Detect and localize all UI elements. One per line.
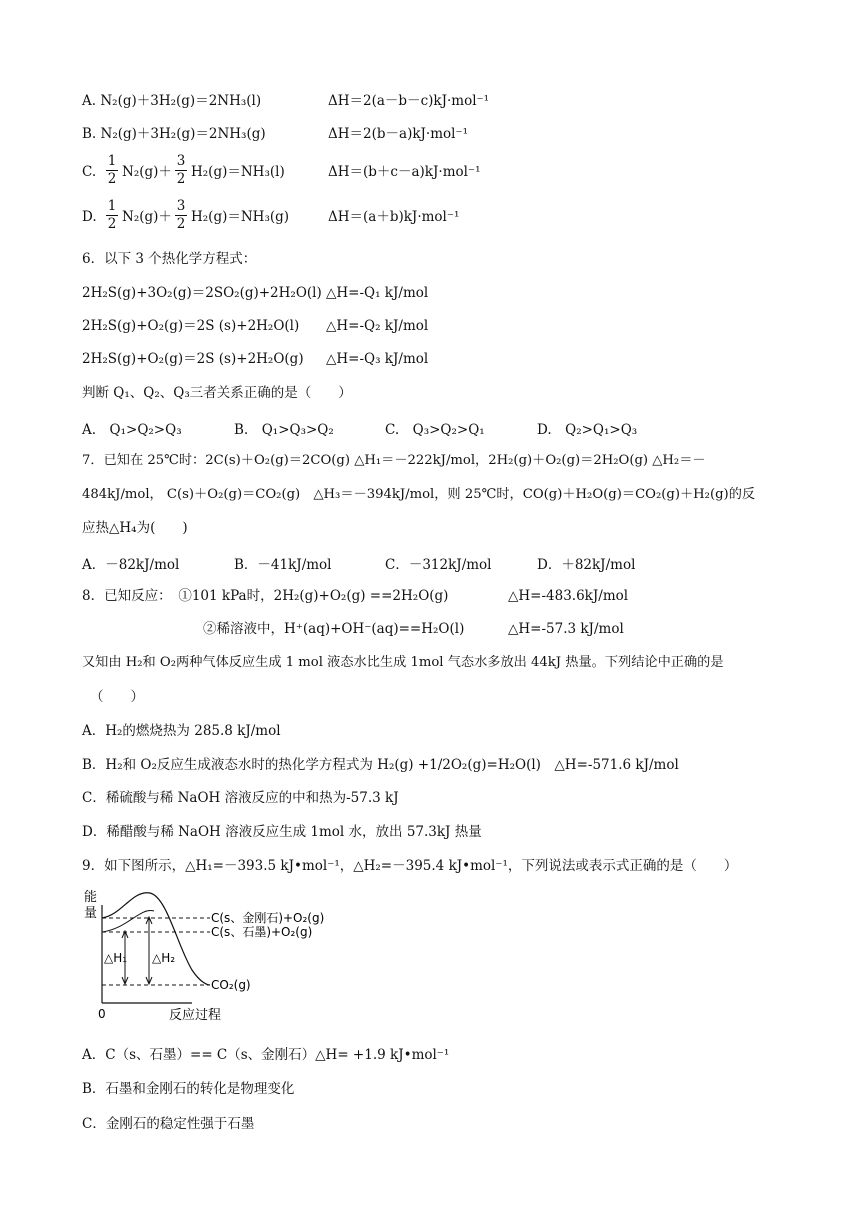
q5-option-c-part1: N₂(g)＋ bbox=[122, 164, 172, 180]
denominator: 2 bbox=[107, 171, 117, 187]
denominator: 2 bbox=[176, 216, 186, 232]
q6-dh1: △H=-Q₁ kJ/mol bbox=[326, 285, 429, 301]
denominator: 2 bbox=[176, 171, 186, 187]
q7-option-c: C．－312kJ/mol bbox=[385, 557, 492, 573]
numerator: 3 bbox=[176, 153, 186, 169]
q8-line4: （ ） bbox=[90, 689, 144, 705]
numerator: 3 bbox=[176, 198, 186, 214]
q7-option-b: B．－41kJ/mol bbox=[234, 557, 332, 573]
fraction-half bbox=[106, 198, 118, 233]
q8-line1-dh: △H=-483.6kJ/mol bbox=[508, 588, 629, 604]
q5-option-c-label: C. bbox=[82, 164, 97, 180]
x-axis-label: 反应过程 bbox=[169, 1008, 222, 1023]
q5-option-c-dh: ΔH＝(b＋c－a)kJ·mol⁻¹ bbox=[328, 164, 481, 180]
numerator: 1 bbox=[107, 153, 117, 169]
q6-ask: 判断 Q₁、Q₂、Q₃三者关系正确的是（ ） bbox=[82, 385, 352, 401]
q7-option-d: D．＋82kJ/mol bbox=[537, 557, 636, 573]
denominator: 2 bbox=[107, 216, 117, 232]
q5-option-b bbox=[82, 125, 266, 143]
q8-line2: ②稀溶液中，H⁺(aq)+OH⁻(aq)==H₂O(l) bbox=[203, 621, 465, 637]
fraction-three-halves bbox=[175, 153, 187, 188]
option-label: A. bbox=[82, 93, 97, 109]
dh2-label: △H₂ bbox=[152, 951, 176, 965]
q7-line3: 应热△H₄为( ) bbox=[82, 520, 188, 536]
numerator: 1 bbox=[107, 198, 117, 214]
equation: N₂(g)＋3H₂(g)＝2NH₃(g) bbox=[100, 126, 266, 142]
graphite-level-label: C(s、石墨)+O₂(g) bbox=[211, 925, 313, 939]
q6-option-b: B. Q₁>Q₃>Q₂ bbox=[234, 422, 334, 438]
q6-stem: 6．以下 3 个热化学方程式： bbox=[82, 251, 257, 267]
fraction-half bbox=[106, 153, 118, 188]
q8-option-c: C．稀硫酸与稀 NaOH 溶液反应的中和热为-57.3 kJ bbox=[82, 790, 399, 806]
origin-label: 0 bbox=[98, 1007, 106, 1021]
q9-option-c: C．金刚石的稳定性强于石墨 bbox=[82, 1116, 255, 1132]
q8-line1: 8．已知反应： ①101 kPa时，2H₂(g)+O₂(g) ==2H₂O(g) bbox=[82, 588, 449, 604]
q5-option-a-dh: ΔH＝2(a－b－c)kJ·mol⁻¹ bbox=[328, 93, 490, 109]
q5-option-b-dh: ΔH＝2(b－a)kJ·mol⁻¹ bbox=[328, 126, 469, 142]
q5-option-a bbox=[82, 92, 261, 110]
y-axis-label-top: 能 bbox=[84, 890, 98, 905]
q5-option-c-part2: H₂(g)＝NH₃(l) bbox=[191, 164, 285, 180]
q6-eq3: 2H₂S(g)+O₂(g)＝2S (s)+2H₂O(g) bbox=[82, 351, 304, 367]
q7-line1: 7．已知在 25℃时：2C(s)＋O₂(g)＝2CO(g) △H₁＝－222kJ/mol，2H₂(g)＋O₂(g)＝2H₂O(g) △H₂＝－ bbox=[82, 453, 706, 468]
q6-eq2: 2H₂S(g)+O₂(g)＝2S (s)+2H₂O(l) bbox=[82, 318, 300, 334]
q9-option-b: B．石墨和金刚石的转化是物理变化 bbox=[82, 1081, 295, 1097]
fraction-three-halves bbox=[175, 198, 187, 233]
diamond-curve bbox=[102, 893, 210, 985]
option-label: B. bbox=[82, 126, 97, 142]
q7-option-a: A．－82kJ/mol bbox=[82, 557, 180, 573]
q8-option-a: A．H₂的燃烧热为 285.8 kJ/mol bbox=[82, 723, 281, 739]
diamond-level-label: C(s、金刚石)+O₂(g) bbox=[211, 911, 325, 925]
energy-diagram bbox=[82, 885, 342, 1025]
q8-option-b: B．H₂和 O₂反应生成液态水时的热化学方程式为 H₂(g) +1/2O₂(g)=H₂O(l) △H=-571.6 kJ/mol bbox=[82, 757, 679, 773]
q8-option-d: D．稀醋酸与稀 NaOH 溶液反应生成 1mol 水，放出 57.3kJ 热量 bbox=[82, 824, 482, 840]
q7-line2: 484kJ/mol， C(s)＋O₂(g)＝CO₂(g) △H₃＝－394kJ/mol，则 25℃时，CO(g)＋H₂O(g)＝CO₂(g)＋H₂(g)的反 bbox=[82, 487, 756, 502]
q5-option-d-part1: N₂(g)＋ bbox=[122, 209, 172, 225]
q8-line3: 又知由 H₂和 O₂两种气体反应生成 1 mol 液态水比生成 1mol 气态水多放出 44kJ 热量。下列结论中正确的是 bbox=[82, 655, 724, 670]
graphite-curve bbox=[102, 911, 154, 932]
equation: N₂(g)＋3H₂(g)＝2NH₃(l) bbox=[100, 93, 262, 109]
q5-option-d-part2: H₂(g)＝NH₃(g) bbox=[191, 209, 290, 225]
dh1-label: △H₁ bbox=[104, 951, 128, 965]
q6-option-c: C. Q₃>Q₂>Q₁ bbox=[385, 422, 485, 438]
q6-option-d: D. Q₂>Q₁>Q₃ bbox=[537, 422, 638, 438]
y-axis-label-bottom: 量 bbox=[84, 906, 98, 921]
q6-dh3: △H=-Q₃ kJ/mol bbox=[326, 351, 429, 367]
q5-option-d-dh: ΔH＝(a＋b)kJ·mol⁻¹ bbox=[328, 209, 460, 225]
q5-option-d-label: D. bbox=[82, 209, 97, 225]
q6-option-a: A. Q₁>Q₂>Q₃ bbox=[82, 422, 182, 438]
co2-level-label: CO₂(g) bbox=[211, 978, 251, 992]
q6-dh2: △H=-Q₂ kJ/mol bbox=[326, 318, 429, 334]
q9-stem: 9．如下图所示，△H₁=－393.5 kJ•mol⁻¹，△H₂=－395.4 kJ•mol⁻¹，下列说法或表示式正确的是（ ） bbox=[82, 858, 738, 874]
q8-line2-dh: △H=-57.3 kJ/mol bbox=[508, 621, 624, 637]
q6-eq1: 2H₂S(g)+3O₂(g)＝2SO₂(g)+2H₂O(l) bbox=[82, 285, 322, 301]
q9-option-a: A．C（s、石墨）== C（s、金刚石）△H= +1.9 kJ•mol⁻¹ bbox=[82, 1047, 450, 1063]
